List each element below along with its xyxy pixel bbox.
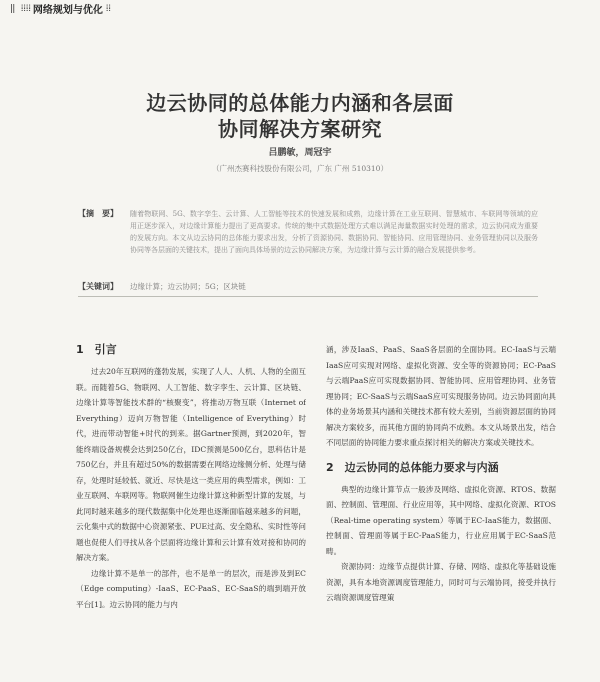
body-paragraph: 边缘计算不是单一的部件，也不是单一的层次，而是涉及到EC（Edge computing）-IaaS、EC-PaaS、EC-SaaS的端到端开放平台[1]。边云协同的能力与内 xyxy=(76,568,306,609)
running-header xyxy=(10,0,111,16)
spacer xyxy=(326,451,556,460)
abstract-divider xyxy=(78,296,538,297)
header-tail-marks: ⁞⁞ xyxy=(105,3,111,14)
title-line-1: 边云协同的总体能力内涵和各层面 xyxy=(146,91,454,115)
section-heading: 2 边云协同的总体能力要求与内涵 xyxy=(326,460,499,474)
section-name: 网络规划与优化 xyxy=(32,4,103,16)
body-paragraph: 过去20年互联网的蓬勃发展，实现了人人、人机、人物的全面互联。而随着5G、物联网、人工智能、数字孪生、云计算、区块链、边缘计算等智能技术群的“核聚变”，将推动万物互联（Internet of Everything）迈向万物智能（Intelligence of Everything）时代，进而带动智能+时代的到来。据Gartner预测，到2020年，智能终端设备规模会达到250亿台，IDC预测是500亿台，思科估计是750亿台，并且有超过50%的数据需要在网络边缘侧分析、处理与储存，处理时延较低、就近、尽快是这一类应用的典型需求，例如：工业互联网、车联网等。物联网催生边缘计算这种新型计算的发展，与此同时越来越多的现代数据集中化处理也逐渐面临越来越多的问题，云化集中式的数据中心资源紧张、PUE过高、安全隐私、实时性等问题也促使人们寻找从各个层面将边缘计算和云计算有效对接和协同的解决方案。 xyxy=(76,367,306,562)
abstract-label: 【摘 要】 xyxy=(78,209,118,218)
body-paragraph: 资源协同：边缘节点提供计算、存储、网络、虚拟化等基础设施资源，具有本地资源调度管理能力，同时可与云端协同，接受并执行云端资源调度管理策 xyxy=(326,562,556,602)
section-heading: 1 引言 xyxy=(76,343,117,356)
header-marks: ‖ ⁞⁞⁞⁞ xyxy=(10,3,31,14)
left-column xyxy=(76,342,306,682)
body-paragraph: 涵，涉及IaaS、PaaS、SaaS各层面的全面协同。EC-IaaS与云端IaaS应可实现对网络、虚拟化资源、安全等的资源协同；EC-PaaS与云端PaaS应可实现数据协同、智能协同、应用管理协同、业务管理协同；EC-SaaS与云端SaaS应可实现服务协同。边云协同面向具体的业务场景其内涵和关键技术都有较大差别，当前资源层面的协同解决方案较多，而其他方面的协同尚不成熟。本文从场景出发，结合不同层面的协同能力要求重点探讨相关的解决方案或关键技术。 xyxy=(326,345,556,447)
body-paragraph: 典型的边缘计算节点一般涉及网络、虚拟化资源、RTOS、数据面、控制面、管理面、行业应用等，其中网络、虚拟化资源、RTOS（Real-time operating system）等属于EC-IaaS能力，数据面、控制面、管理面等属于EC-PaaS能力，行业应用属于EC-SaaS范畴。 xyxy=(326,484,556,556)
keywords-text: 边缘计算；边云协同；5G；区块链 xyxy=(130,282,246,291)
article-title xyxy=(0,90,600,142)
right-column xyxy=(326,342,556,682)
authors: 吕鹏敏，周冠宇 xyxy=(268,148,332,158)
abstract-text: 随着物联网、5G、数字孪生、云计算、人工智能等技术的快速发展和成熟，边缘计算在工业互联网、智慧城市、车联网等领域的应用正逐步深入，对边缘计算能力提出了更高要求。传统的集中式数据处理方式难以满足海量数据实时处理的需求，边云协同成为重要的发展方向。本文从边云协同的总体能力要求出发，分析了资源协同、数据协同、智能协同、应用管理协同、业务管理协同以及服务协同等各层面的关键技术，提出了面向具体场景的边云协同解决方案，为边缘计算与云计算的融合发展提供参考。 xyxy=(130,210,538,254)
keywords-label: 【关键词】 xyxy=(78,282,118,291)
affiliation: （广州杰赛科技股份有限公司，广东 广州 510310） xyxy=(212,164,388,173)
title-line-2: 协同解决方案研究 xyxy=(218,117,382,141)
